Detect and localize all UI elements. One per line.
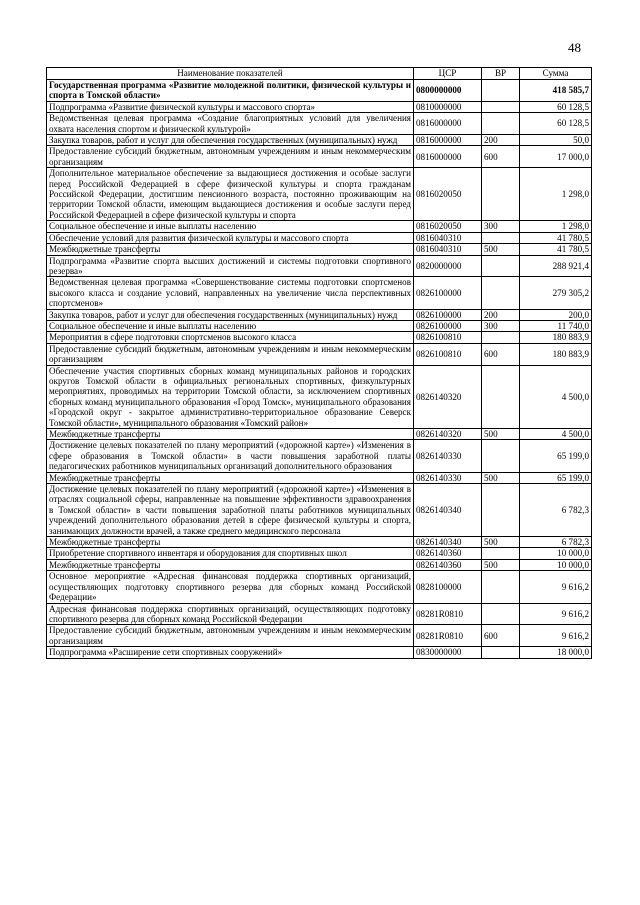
table-row [47, 221, 592, 232]
row-name-cell: Достижение целевых показателей по плану мероприятий («дорожной карте») «Изменения в сфере образования в Томской области» в части повышения заработной платы педагогических работников муниципальных организаций дополнительного образования [47, 440, 414, 472]
row-name-cell: Межбюджетные трансферты [47, 472, 414, 483]
row-name-cell: Подпрограмма «Развитие физической культуры и массового спорта» [47, 101, 414, 112]
row-sum-cell: 1 298,0 [520, 221, 592, 232]
column-header-name: Наименование показателей [47, 68, 414, 80]
row-vr-cell [482, 332, 520, 343]
table-row [47, 365, 592, 428]
row-vr-cell: 500 [482, 244, 520, 255]
row-name-cell: Межбюджетные трансферты [47, 244, 414, 255]
row-name-cell: Приобретение спортивного инвентаря и оборудования для спортивных школ [47, 548, 414, 559]
row-vr-cell [482, 232, 520, 243]
row-vr-cell [482, 113, 520, 135]
row-sum-cell: 4 500,0 [520, 429, 592, 440]
row-name-cell: Государственная программа «Развитие молодежной политики, физической культуры и спорта в Томской области» [47, 80, 414, 102]
row-sum-cell: 60 128,5 [520, 113, 592, 135]
row-csr-cell: 0826100000 [414, 320, 482, 331]
row-sum-cell: 50,0 [520, 135, 592, 146]
row-name-cell: Основное мероприятие «Адресная финансовая поддержка спортивных организаций, осуществляющих подготовку спортивного резерва для сборных команд Российской Федерации» [47, 571, 414, 603]
row-vr-cell: 500 [482, 537, 520, 548]
row-sum-cell: 65 199,0 [520, 440, 592, 472]
row-csr-cell: 0816000000 [414, 135, 482, 146]
row-csr-cell: 0826100000 [414, 277, 482, 309]
row-sum-cell: 65 199,0 [520, 472, 592, 483]
table-row [47, 146, 592, 168]
row-vr-cell: 500 [482, 559, 520, 570]
row-sum-cell: 279 305,2 [520, 277, 592, 309]
row-vr-cell: 300 [482, 221, 520, 232]
row-csr-cell: 0826140330 [414, 440, 482, 472]
table-row [47, 277, 592, 309]
row-vr-cell [482, 647, 520, 658]
row-csr-cell: 0810000000 [414, 101, 482, 112]
row-vr-cell: 500 [482, 429, 520, 440]
row-csr-cell: 0816000000 [414, 113, 482, 135]
row-sum-cell: 60 128,5 [520, 101, 592, 112]
row-name-cell: Межбюджетные трансферты [47, 537, 414, 548]
row-name-cell: Подпрограмма «Расширение сети спортивных сооружений» [47, 647, 414, 658]
row-vr-cell [482, 571, 520, 603]
row-name-cell: Предоставление субсидий бюджетным, автономным учреждениям и иным некоммерческим организациям [47, 146, 414, 168]
column-header-vr: ВР [482, 68, 520, 80]
table-row [47, 80, 592, 102]
row-vr-cell [482, 440, 520, 472]
row-vr-cell [482, 603, 520, 625]
row-vr-cell [482, 80, 520, 102]
row-csr-cell: 0816040310 [414, 232, 482, 243]
row-sum-cell: 41 780,5 [520, 244, 592, 255]
table-row [47, 429, 592, 440]
row-sum-cell: 1 298,0 [520, 168, 592, 221]
row-vr-cell [482, 255, 520, 277]
table-row [47, 332, 592, 343]
row-csr-cell: 0826100810 [414, 332, 482, 343]
row-sum-cell: 11 740,0 [520, 320, 592, 331]
table-row [47, 484, 592, 537]
row-sum-cell: 10 000,0 [520, 559, 592, 570]
row-name-cell: Закупка товаров, работ и услуг для обеспечения государственных (муниципальных) нужд [47, 309, 414, 320]
row-csr-cell: 0826140340 [414, 484, 482, 537]
row-csr-cell: 0826100810 [414, 343, 482, 365]
row-csr-cell: 0830000000 [414, 647, 482, 658]
row-vr-cell: 200 [482, 135, 520, 146]
row-name-cell: Ведомственная целевая программа «Создание благоприятных условий для увеличения охвата населения спортом и физической культурой» [47, 113, 414, 135]
row-name-cell: Дополнительное материальное обеспечение за выдающиеся достижения и особые заслуги перед Российской Федерацией в сфере физической культуры и спорта гражданам Российской Федерации, достигшим пенсионного возраста, постоянно проживающим на территории Томской области, имеющим выдающиеся достижения и особые заслуги перед Российской Федерацией в сфере физической культуры и спорта [47, 168, 414, 221]
row-sum-cell: 200,0 [520, 309, 592, 320]
table-row [47, 168, 592, 221]
table-row [47, 537, 592, 548]
row-sum-cell: 6 782,3 [520, 484, 592, 537]
row-name-cell: Социальное обеспечение и иные выплаты населению [47, 221, 414, 232]
row-csr-cell: 0826140320 [414, 429, 482, 440]
row-name-cell: Ведомственная целевая программа «Совершенствование системы подготовки спортсменов высокого класса и создание условий, направленных на увеличение числа перспективных спортсменов» [47, 277, 414, 309]
row-name-cell: Мероприятия в сфере подготовки спортсменов высокого класса [47, 332, 414, 343]
table-row [47, 625, 592, 647]
row-sum-cell: 9 616,2 [520, 625, 592, 647]
row-name-cell: Предоставление субсидий бюджетным, автономным учреждениям и иным некоммерческим организациям [47, 625, 414, 647]
row-vr-cell: 600 [482, 146, 520, 168]
row-sum-cell: 180 883,9 [520, 332, 592, 343]
column-header-sum: Сумма [520, 68, 592, 80]
row-csr-cell: 0816040310 [414, 244, 482, 255]
table-body [47, 80, 592, 659]
row-name-cell: Социальное обеспечение и иные выплаты населению [47, 320, 414, 331]
row-name-cell: Предоставление субсидий бюджетным, автономным учреждениям и иным некоммерческим организациям [47, 343, 414, 365]
row-vr-cell [482, 548, 520, 559]
row-sum-cell: 41 780,5 [520, 232, 592, 243]
row-sum-cell: 18 000,0 [520, 647, 592, 658]
row-vr-cell [482, 484, 520, 537]
table-row [47, 559, 592, 570]
row-vr-cell: 600 [482, 343, 520, 365]
row-name-cell: Достижение целевых показателей по плану мероприятий («дорожной карте») «Изменения в отраслях социальной сферы, направленные на повышение эффективности здравоохранения в Томской области» в части повышения заработной платы работников муниципальных учреждений дополнительного образования детей в сфере физической культуры и спорта, занимающих должности врачей, а также среднего медицинского персонала [47, 484, 414, 537]
row-csr-cell: 0826100000 [414, 309, 482, 320]
row-sum-cell: 9 616,2 [520, 603, 592, 625]
row-csr-cell: 08281R0810 [414, 625, 482, 647]
row-csr-cell: 0816020050 [414, 168, 482, 221]
table-row [47, 440, 592, 472]
row-name-cell: Обеспечение условий для развития физической культуры и массового спорта [47, 232, 414, 243]
budget-table [46, 67, 592, 659]
row-csr-cell: 0826140340 [414, 537, 482, 548]
row-sum-cell: 180 883,9 [520, 343, 592, 365]
row-vr-cell: 600 [482, 625, 520, 647]
row-csr-cell: 0816020050 [414, 221, 482, 232]
row-name-cell: Обеспечение участия спортивных сборных команд муниципальных районов и городских округов Томской области в официальных региональных спортивных, физкультурных мероприятиях, проводимых на территории Томской области, за исключением спортивных сборных команд муниципального образования «Город Томск», муниципального образования «Городской округ - закрытое административно-территориальное образование Северск Томской области», муниципального образования «Томский район» [47, 365, 414, 428]
row-vr-cell: 300 [482, 320, 520, 331]
column-header-csr: ЦСР [414, 68, 482, 80]
row-sum-cell: 9 616,2 [520, 571, 592, 603]
row-sum-cell: 6 782,3 [520, 537, 592, 548]
table-row [47, 101, 592, 112]
table-row [47, 603, 592, 625]
table-row [47, 571, 592, 603]
row-csr-cell: 0816000000 [414, 146, 482, 168]
table-row [47, 255, 592, 277]
row-vr-cell [482, 277, 520, 309]
row-csr-cell: 0826140360 [414, 548, 482, 559]
row-sum-cell: 288 921,4 [520, 255, 592, 277]
table-row [47, 244, 592, 255]
row-csr-cell: 08281R0810 [414, 603, 482, 625]
page-number: 48 [568, 40, 581, 55]
table-row [47, 113, 592, 135]
row-csr-cell: 0800000000 [414, 80, 482, 102]
row-sum-cell: 418 585,7 [520, 80, 592, 102]
row-csr-cell: 0828100000 [414, 571, 482, 603]
row-csr-cell: 0820000000 [414, 255, 482, 277]
row-name-cell: Адресная финансовая поддержка спортивных организаций, осуществляющих подготовку спортивного резерва для сборных команд Российской Федерации [47, 603, 414, 625]
table-row [47, 309, 592, 320]
row-name-cell: Межбюджетные трансферты [47, 559, 414, 570]
row-vr-cell [482, 168, 520, 221]
row-csr-cell: 0826140330 [414, 472, 482, 483]
row-vr-cell [482, 101, 520, 112]
table-row [47, 232, 592, 243]
row-vr-cell: 200 [482, 309, 520, 320]
row-sum-cell: 4 500,0 [520, 365, 592, 428]
table-row [47, 548, 592, 559]
row-sum-cell: 10 000,0 [520, 548, 592, 559]
row-name-cell: Подпрограмма «Развитие спорта высших достижений и системы подготовки спортивного резерва» [47, 255, 414, 277]
row-vr-cell: 500 [482, 472, 520, 483]
table-row [47, 320, 592, 331]
table-row [47, 343, 592, 365]
row-csr-cell: 0826140320 [414, 365, 482, 428]
table-row [47, 472, 592, 483]
row-vr-cell [482, 365, 520, 428]
table-row [47, 135, 592, 146]
table-row [47, 647, 592, 658]
row-name-cell: Межбюджетные трансферты [47, 429, 414, 440]
row-csr-cell: 0826140360 [414, 559, 482, 570]
row-sum-cell: 17 000,0 [520, 146, 592, 168]
row-name-cell: Закупка товаров, работ и услуг для обеспечения государственных (муниципальных) нужд [47, 135, 414, 146]
table-header-row [47, 68, 592, 80]
